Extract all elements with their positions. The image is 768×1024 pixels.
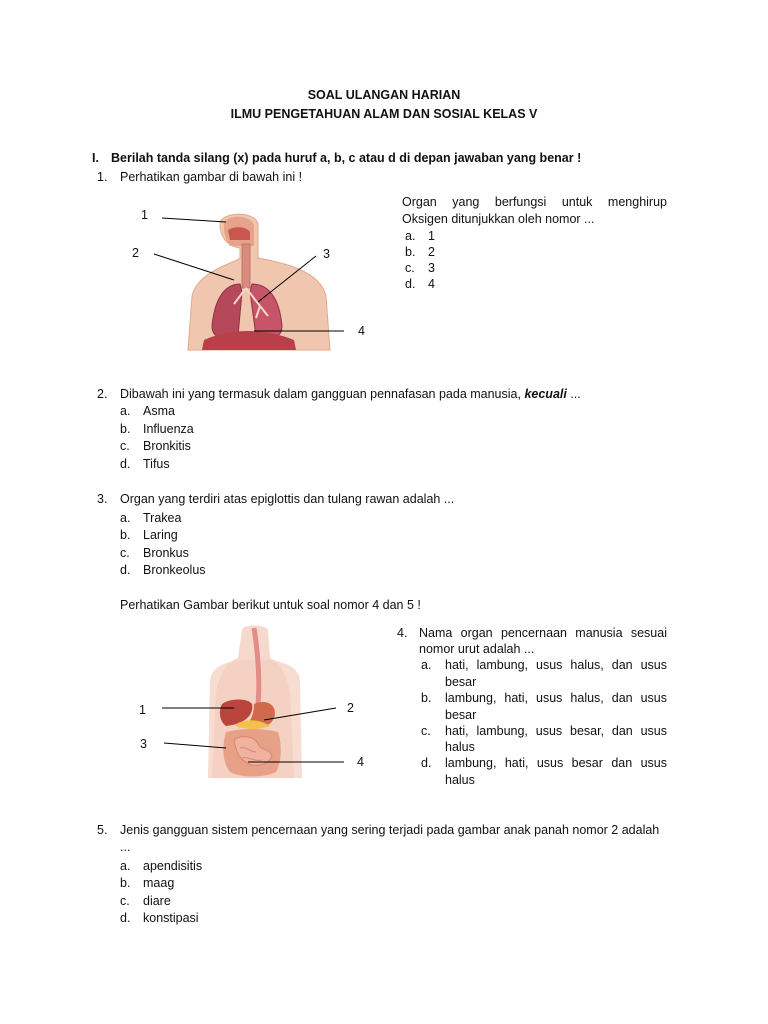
q1-option-b[interactable]: 2 [428, 245, 435, 259]
q2-option-d[interactable]: Tifus [143, 457, 170, 471]
q1-question-line-1: Organ yang berfungsi untuk menghirup [402, 195, 667, 209]
q5-option-d[interactable]: konstipasi [143, 911, 199, 925]
q4-number: 4. [397, 626, 408, 640]
q1-text: Perhatikan gambar di bawah ini ! [120, 170, 303, 184]
digestive-diagram [130, 622, 380, 787]
digestive-illustration [130, 622, 380, 787]
q1-option-c-letter: c. [405, 261, 415, 275]
respiratory-illustration [130, 200, 380, 360]
q5-option-a[interactable]: apendisitis [143, 859, 203, 873]
q1-label-4: 4 [358, 324, 365, 338]
q2-option-b[interactable]: Influenza [143, 422, 194, 436]
q5-option-b[interactable]: maag [143, 876, 175, 890]
q4-option-b-line-2[interactable]: besar [445, 708, 477, 722]
q2-emphasis: kecuali [524, 387, 567, 401]
q4-label-2: 2 [347, 701, 354, 715]
q1-label-1: 1 [141, 208, 148, 222]
q4-option-b-letter: b. [421, 691, 432, 705]
q4-option-a-line-2[interactable]: besar [445, 675, 477, 689]
q4-option-a-letter: a. [421, 658, 432, 672]
q2-number: 2. [97, 387, 108, 401]
q2-option-b-letter: b. [120, 422, 131, 436]
q1-label-3: 3 [323, 247, 330, 261]
note-text: Perhatikan Gambar berikut untuk soal nomor 4 dan 5 ! [120, 598, 421, 612]
q4-option-d-line-1[interactable]: lambung, hati, usus besar dan usus [445, 756, 667, 770]
q5-option-d-letter: d. [120, 911, 131, 925]
q4-option-b-line-1[interactable]: lambung, hati, usus halus, dan usus [445, 691, 667, 705]
q1-option-b-letter: b. [405, 245, 416, 259]
q5-option-c[interactable]: diare [143, 894, 171, 908]
respiratory-diagram [130, 200, 380, 360]
section-instruction: Berilah tanda silang (x) pada huruf a, b, c atau d di depan jawaban yang benar ! [111, 151, 582, 165]
q3-option-c[interactable]: Bronkus [143, 546, 189, 560]
q3-option-d[interactable]: Bronkeolus [143, 563, 206, 577]
q2-option-a[interactable]: Asma [143, 404, 175, 418]
q4-option-a-line-1[interactable]: hati, lambung, usus halus, dan usus [445, 658, 667, 672]
q4-option-c-letter: c. [421, 724, 431, 738]
q2-text: Dibawah ini yang termasuk dalam gangguan pennafasan pada manusia, [120, 387, 521, 401]
q1-question-line-2: Oksigen ditunjukkan oleh nomor ... [402, 212, 595, 226]
q5-text: Jenis gangguan sistem pencernaan yang sering terjadi pada gambar anak panah nomor 2 adalah [120, 823, 660, 837]
q2-option-c-letter: c. [120, 439, 130, 453]
q5-text-line-2: ... [120, 840, 131, 854]
q3-number: 3. [97, 492, 108, 506]
q1-option-c[interactable]: 3 [428, 261, 435, 275]
q2-suffix: ... [570, 387, 581, 401]
q1-option-a[interactable]: 1 [428, 229, 435, 243]
q4-option-d-letter: d. [421, 756, 432, 770]
q4-label-3: 3 [140, 737, 147, 751]
q1-label-2: 2 [132, 246, 139, 260]
q4-text-line-1: Nama organ pencernaan manusia sesuai [419, 626, 667, 640]
q4-label-1: 1 [139, 703, 146, 717]
title-line-1: SOAL ULANGAN HARIAN [307, 88, 461, 102]
q5-option-a-letter: a. [120, 859, 131, 873]
q4-option-c-line-1[interactable]: hati, lambung, usus besar, dan usus [445, 724, 667, 738]
q4-text-line-2: nomor urut adalah ... [419, 642, 535, 656]
q3-option-b[interactable]: Laring [143, 528, 178, 542]
q3-option-b-letter: b. [120, 528, 131, 542]
q2-text-line [120, 387, 581, 401]
q3-option-a-letter: a. [120, 511, 131, 525]
q2-option-d-letter: d. [120, 457, 131, 471]
q5-option-c-letter: c. [120, 894, 130, 908]
q1-option-d[interactable]: 4 [428, 277, 435, 291]
q3-option-a[interactable]: Trakea [143, 511, 182, 525]
q4-label-4: 4 [357, 755, 364, 769]
q4-option-c-line-2[interactable]: halus [445, 740, 475, 754]
section-number: I. [92, 151, 99, 165]
q3-option-c-letter: c. [120, 546, 130, 560]
q4-option-d-line-2[interactable]: halus [445, 773, 475, 787]
q5-option-b-letter: b. [120, 876, 131, 890]
q3-option-d-letter: d. [120, 563, 131, 577]
q5-number: 5. [97, 823, 108, 837]
q2-option-c[interactable]: Bronkitis [143, 439, 191, 453]
title-line-2: ILMU PENGETAHUAN ALAM DAN SOSIAL KELAS V [230, 107, 538, 121]
q2-option-a-letter: a. [120, 404, 131, 418]
q1-option-d-letter: d. [405, 277, 416, 291]
q1-option-a-letter: a. [405, 229, 416, 243]
q1-number: 1. [97, 170, 108, 184]
q3-text: Organ yang terdiri atas epiglottis dan tulang rawan adalah ... [120, 492, 455, 506]
